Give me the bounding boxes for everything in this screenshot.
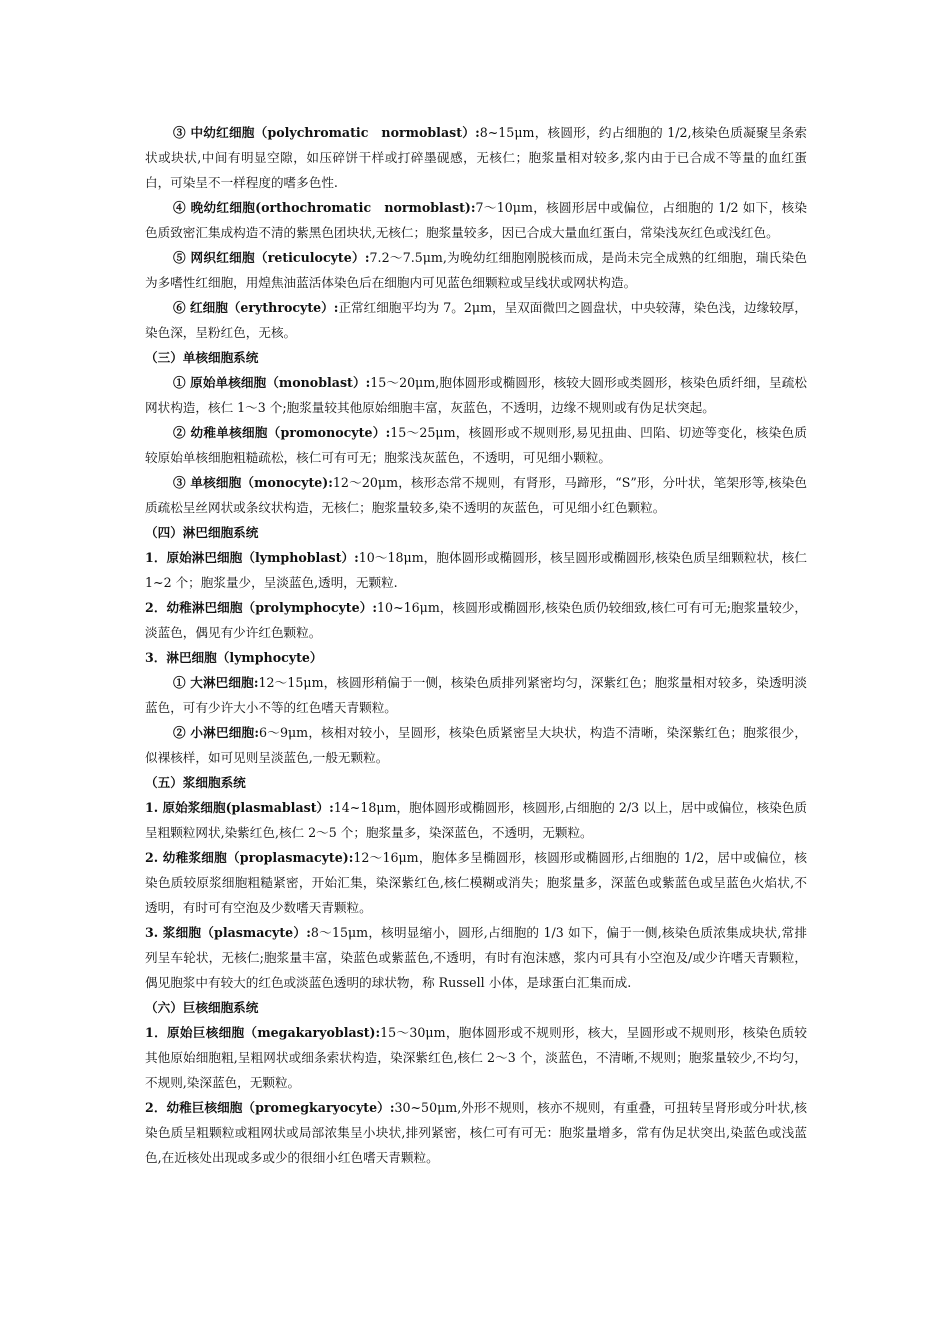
cell-description-text: 14~18μm，胞体圆形或椭圆形，核圆形,占细胞的 2/3 以上，居中或偏位，核染色质呈粗颗粒网状,染紫红色,核仁 2～5 个；胞浆量多，染深蓝色，不透明，无颗粒。: [145, 800, 807, 840]
cell-description-text: 8~15μm，核圆形，约占细胞的 1/2,核染色质凝聚呈条索状或块状,中间有明显空隙，如压碎饼干样或打碎墨砚感，无核仁；胞浆量相对较多,浆内由于已合成不等量的血红蛋白，可染呈不一样程度的嗜多色性.: [145, 125, 807, 190]
section-heading: （六）巨核细胞系统: [145, 1000, 259, 1015]
cell-term: 2．幼稚淋巴细胞（prolymphocyte）:: [145, 600, 378, 615]
section-heading: （三）单核细胞系统: [145, 350, 259, 365]
cell-description-paragraph: [145, 370, 807, 420]
cell-term: 2．幼稚巨核细胞（promegkaryocyte）:: [145, 1100, 395, 1115]
cell-term: 1．原始巨核细胞（megakaryoblast):: [145, 1025, 381, 1040]
cell-description-paragraph: [145, 920, 807, 995]
cell-term: 3. 浆细胞（plasmacyte）:: [145, 925, 311, 940]
cell-term: 2. 幼稚浆细胞（proplasmacyte):: [145, 850, 354, 865]
cell-description-paragraph: [145, 845, 807, 920]
section-heading: 3．淋巴细胞（lymphocyte）: [145, 650, 323, 665]
cell-term: ⑤ 网织红细胞（reticulocyte）:: [173, 250, 370, 265]
cell-description-paragraph: [145, 1095, 807, 1170]
cell-term: ③ 单核细胞（monocyte):: [173, 475, 333, 490]
cell-description-text: 10～18μm，胞体圆形或椭圆形，核呈圆形或椭圆形,核染色质呈细颗粒状，核仁 1~2 个；胞浆量少，呈淡蓝色,透明，无颗粒.: [145, 550, 808, 590]
cell-term: ③ 中幼红细胞（polychromatic normoblast）:: [173, 125, 480, 140]
cell-description-text: 7.2～7.5μm,为晚幼红细胞刚脱核而成，是尚未完全成熟的红细胞，瑞氏染色为多嗜性红细胞，用煌焦油蓝活体染色后在细胞内可见蓝色细颗粒或呈线状或网状构造。: [145, 250, 808, 290]
cell-description-text: 10~16μm，核圆形或椭圆形,核染色质仍较细致,核仁可有可无;胞浆量较少，淡蓝色，偶见有少许红色颗粒。: [145, 600, 808, 640]
cell-term: 1．原始淋巴细胞（lymphoblast）:: [145, 550, 359, 565]
cell-description-text: 7～10μm，核圆形居中或偏位，占细胞的 1/2 如下，核染色质致密汇集成构造不清的紫黑色团块状,无核仁；胞浆量较多，因已合成大量血红蛋白，常染浅灰红色或浅红色。: [145, 200, 807, 240]
cell-description-paragraph: [145, 545, 807, 595]
cell-term: ② 小淋巴细胞:: [173, 725, 259, 740]
document-body: [145, 120, 807, 1170]
cell-description-text: 30~50μm,外形不规则，核亦不规则，有重叠，可扭转呈肾形或分叶状,核染色质呈粗颗粒或粗网状或局部浓集呈小块状,排列紧密，核仁可有可无：胞浆量增多，常有伪足状突出,染蓝色或浅蓝色,在近核处出现或多或少的很细小红色嗜天青颗粒。: [145, 1100, 807, 1165]
cell-description-text: 15～30μm，胞体圆形或不规则形，核大，呈圆形或不规则形，核染色质较其他原始细胞粗,呈粗网状或细条索状构造，染深紫红色,核仁 2～3 个，淡蓝色，不清晰,不规则；胞浆量较少,不均匀，不规则,染深蓝色，无颗粒。: [145, 1025, 807, 1090]
cell-description-text: 12～15μm，核圆形稍偏于一侧，核染色质排列紧密均匀，深紫红色；胞浆量相对较多，染透明淡蓝色，可有少许大小不等的红色嗜天青颗粒。: [145, 675, 807, 715]
cell-description-paragraph: [145, 120, 807, 195]
cell-description-text: 12～16μm，胞体多呈椭圆形，核圆形或椭圆形,占细胞的 1/2，居中或偏位，核染色质较原浆细胞粗糙紧密，开始汇集，染深紫红色,核仁模糊或消失；胞浆量多，深蓝色或紫蓝色或呈蓝色火焰状,不透明，有时可有空泡及少数嗜天青颗粒。: [145, 850, 807, 915]
cell-description-paragraph: [145, 195, 807, 245]
cell-description-text: 15～25μm，核圆形或不规则形,易见扭曲、凹陷、切迹等变化，核染色质较原始单核细胞粗糙疏松，核仁可有可无；胞浆浅灰蓝色，不透明，可见细小颗粒。: [145, 425, 807, 465]
cell-description-text: 正常红细胞平均为 7。2μm，呈双面微凹之圆盘状，中央较薄，染色浅，边缘较厚，染色深，呈粉红色，无核。: [145, 300, 807, 340]
cell-description-text: 12～20μm，核形态常不规则，有肾形，马蹄形，“S”形，分叶状，笔架形等,核染色质疏松呈丝网状或条纹状构造，无核仁；胞浆量较多,染不透明的灰蓝色，可见细小红色颗粒。: [145, 475, 807, 515]
cell-description-paragraph: [145, 595, 807, 645]
cell-description-paragraph: [145, 295, 807, 345]
section-heading: （四）淋巴细胞系统: [145, 525, 259, 540]
cell-description-paragraph: [145, 1020, 807, 1095]
cell-description-text: 15～20μm,胞体圆形或椭圆形，核较大圆形或类圆形，核染色质纤细，呈疏松网状构造，核仁 1～3 个;胞浆量较其他原始细胞丰富，灰蓝色，不透明，边缘不规则或有伪足状突起。: [145, 375, 807, 415]
cell-description-paragraph: [145, 795, 807, 845]
cell-description-text: 8～15μm，核明显缩小，圆形,占细胞的 1/3 如下，偏于一侧,核染色质浓集成块状,常排列呈车轮状，无核仁;胞浆量丰富，染蓝色或紫蓝色,不透明，有时有泡沫感，浆内可具有小空泡及/或少许嗜天青颗粒，偶见胞浆中有较大的红色或淡蓝色透明的球状物，称 Russell 小体，是球蛋白汇集而成.: [145, 925, 807, 990]
section-heading: （五）浆细胞系统: [145, 775, 246, 790]
cell-term: ① 大淋巴细胞:: [173, 675, 259, 690]
cell-description-paragraph: [145, 720, 807, 770]
cell-description-paragraph: [145, 420, 807, 470]
cell-description-paragraph: [145, 470, 807, 520]
cell-term: 1. 原始浆细胞(plasmablast）:: [145, 800, 334, 815]
document-page: [145, 120, 807, 1170]
cell-description-paragraph: [145, 245, 807, 295]
cell-term: ② 幼稚单核细胞（promonocyte）:: [173, 425, 391, 440]
cell-description-text: 6～9μm，核相对较小，呈圆形，核染色质紧密呈大块状，构造不清晰，染深紫红色；胞浆很少，似裸核样，如可见则呈淡蓝色,一般无颗粒。: [145, 725, 807, 765]
cell-description-paragraph: [145, 670, 807, 720]
cell-term: ⑥ 红细胞（erythrocyte）:: [173, 300, 339, 315]
cell-term: ① 原始单核细胞（monoblast）:: [173, 375, 371, 390]
cell-term: ④ 晚幼红细胞(orthochromatic normoblast):: [173, 200, 476, 215]
